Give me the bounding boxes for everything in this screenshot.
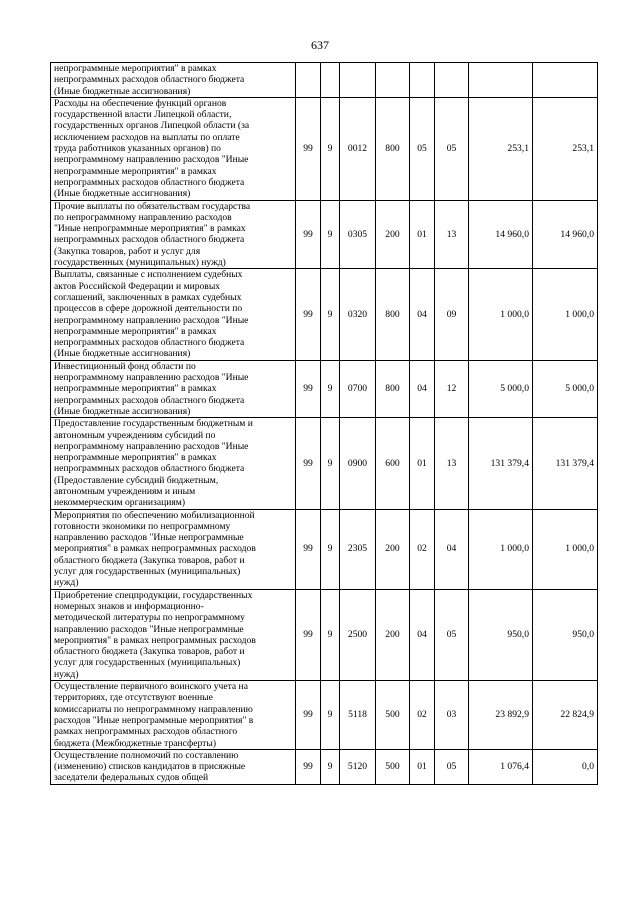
section-cell: 04	[410, 269, 435, 360]
description-line: Прочие выплаты по обязательствам государства	[54, 200, 251, 212]
description-line: государственных органов Липецкой области (за	[54, 120, 250, 132]
description-line: непрограммных расходов областного бюджета	[54, 74, 245, 86]
program-code-cell: 99	[296, 749, 321, 784]
subprogram-code-cell: 9	[321, 509, 340, 589]
description-line: готовности экономики по непрограммному	[54, 520, 231, 532]
direction-code-cell: 0305	[340, 200, 376, 269]
description-line: непрограммному направлению расходов "Иные	[54, 440, 249, 452]
subsection-cell: 05	[435, 97, 469, 200]
description-line: нужд)	[54, 668, 79, 680]
table-row	[51, 589, 598, 680]
description-line: Выплаты, связанные с исполнением судебных	[54, 269, 243, 281]
description-line: автономным учреждениям и иным	[54, 485, 196, 497]
subprogram-code-cell: 9	[321, 418, 340, 509]
amount-approved-cell: 14 960,0	[533, 200, 598, 269]
table-row	[51, 509, 598, 589]
direction-code-cell	[340, 63, 376, 98]
amount-approved-cell: 131 379,4	[533, 418, 598, 509]
description-line: непрограммному направлению расходов "Иные	[54, 372, 249, 384]
description-line: непрограммные мероприятия" в рамках	[54, 383, 217, 395]
program-code-cell: 99	[296, 360, 321, 417]
subsection-cell: 09	[435, 269, 469, 360]
description-line: расходов "Иные непрограммные мероприятия" в	[54, 714, 254, 726]
amount-planned-cell: 253,1	[469, 97, 533, 200]
direction-code-cell: 0900	[340, 418, 376, 509]
subsection-cell: 05	[435, 589, 469, 680]
expense-type-cell: 800	[376, 360, 410, 417]
description-line: Предоставление государственным бюджетным и	[54, 418, 253, 430]
table-row	[51, 681, 598, 750]
description-line: (Закупка товаров, работ и услуг для	[54, 245, 201, 257]
amount-planned-cell: 1 076,4	[469, 749, 533, 784]
description-line: процессов в сфере дорожной деятельности по	[54, 303, 243, 315]
amount-planned-cell: 23 892,9	[469, 681, 533, 750]
amount-approved-cell: 1 000,0	[533, 269, 598, 360]
description-line: непрограммные мероприятия" в рамках	[54, 63, 217, 74]
description-line: (Иные бюджетные ассигнования)	[54, 405, 191, 417]
section-cell: 01	[410, 749, 435, 784]
description-line: комиссариаты по непрограммному направлению	[54, 703, 253, 715]
amount-approved-cell: 950,0	[533, 589, 598, 680]
description-line: непрограммных расходов областного бюджета	[54, 234, 245, 246]
description-line: (Предоставление субсидий бюджетным,	[54, 474, 219, 486]
amount-approved-cell: 5 000,0	[533, 360, 598, 417]
description-line: Мероприятия по обеспечению мобилизационной	[54, 509, 255, 521]
description-line: методической литературы по непрограммному	[54, 612, 245, 624]
expense-description-cell	[51, 589, 296, 680]
description-line: территориях, где отсутствуют военные	[54, 692, 213, 704]
program-code-cell	[296, 63, 321, 98]
expense-type-cell: 500	[376, 681, 410, 750]
subsection-cell	[435, 63, 469, 98]
description-line: областного бюджета (Закупка товаров, работ и	[54, 554, 245, 566]
direction-code-cell: 5118	[340, 681, 376, 750]
description-line: непрограммных расходов областного бюджета	[54, 394, 245, 406]
table-row	[51, 749, 598, 784]
description-line: непрограммному направлению расходов "Иные	[54, 314, 249, 326]
subsection-cell: 12	[435, 360, 469, 417]
expense-type-cell: 800	[376, 97, 410, 200]
expense-type-cell: 800	[376, 269, 410, 360]
description-line: заседатели федеральных судов общей	[54, 772, 209, 784]
description-line: "Иные непрограммные мероприятия" в рамках	[54, 223, 246, 235]
page-number: 637	[311, 38, 329, 52]
description-line: (изменению) списков кандидатов в присяжные	[54, 761, 246, 773]
section-cell: 02	[410, 509, 435, 589]
amount-planned-cell: 14 960,0	[469, 200, 533, 269]
program-code-cell: 99	[296, 418, 321, 509]
expense-description-cell	[51, 269, 296, 360]
description-line: актов Российской Федерации и мировых	[54, 280, 221, 292]
expense-description-cell	[51, 681, 296, 750]
subprogram-code-cell: 9	[321, 360, 340, 417]
amount-planned-cell: 131 379,4	[469, 418, 533, 509]
description-line: Приобретение спецпродукции, государственных	[54, 589, 253, 601]
amount-approved-cell	[533, 63, 598, 98]
description-line: мероприятия" в рамках непрограммных расходов	[54, 543, 256, 555]
section-cell: 05	[410, 97, 435, 200]
subsection-cell: 04	[435, 509, 469, 589]
description-line: непрограммных расходов областного бюджета	[54, 176, 245, 188]
expense-type-cell: 200	[376, 589, 410, 680]
description-line: нужд)	[54, 577, 79, 589]
program-code-cell: 99	[296, 97, 321, 200]
budget-table-body	[51, 63, 598, 785]
subsection-cell: 13	[435, 418, 469, 509]
amount-planned-cell: 950,0	[469, 589, 533, 680]
expense-type-cell: 600	[376, 418, 410, 509]
program-code-cell: 99	[296, 681, 321, 750]
description-line: непрограммных расходов областного бюджета	[54, 337, 245, 349]
program-code-cell: 99	[296, 269, 321, 360]
expense-description-cell	[51, 97, 296, 200]
section-cell: 01	[410, 200, 435, 269]
description-line: соглашений, заключенных в рамках судебных	[54, 291, 242, 303]
subprogram-code-cell: 9	[321, 269, 340, 360]
description-line: направлению расходов "Иные непрограммные	[54, 532, 244, 544]
description-line: направлению расходов "Иные непрограммные	[54, 623, 244, 635]
description-line: (Иные бюджетные ассигнования)	[54, 188, 191, 200]
description-line: услуг для государственных (муниципальных)	[54, 657, 241, 669]
section-cell: 04	[410, 360, 435, 417]
program-code-cell: 99	[296, 589, 321, 680]
amount-planned-cell: 1 000,0	[469, 509, 533, 589]
table-row	[51, 200, 598, 269]
direction-code-cell: 5120	[340, 749, 376, 784]
expense-type-cell: 200	[376, 509, 410, 589]
description-line: Инвестиционный фонд области по	[54, 360, 196, 372]
table-row	[51, 63, 598, 98]
direction-code-cell: 0320	[340, 269, 376, 360]
subsection-cell: 05	[435, 749, 469, 784]
section-cell	[410, 63, 435, 98]
subsection-cell: 03	[435, 681, 469, 750]
description-line: непрограммных расходов областного бюджета	[54, 463, 245, 475]
description-line: некоммерческим организациям)	[54, 497, 186, 509]
amount-approved-cell: 253,1	[533, 97, 598, 200]
table-row	[51, 269, 598, 360]
subprogram-code-cell: 9	[321, 589, 340, 680]
section-cell: 04	[410, 589, 435, 680]
description-line: бюджета (Межбюджетные трансферты)	[54, 737, 217, 749]
description-line: (Иные бюджетные ассигнования)	[54, 348, 191, 360]
description-line: Осуществление первичного воинского учета на	[54, 681, 248, 693]
description-line: Осуществление полномочий по составлению	[54, 749, 239, 761]
amount-approved-cell: 0,0	[533, 749, 598, 784]
table-row	[51, 418, 598, 509]
expense-description-cell	[51, 360, 296, 417]
subprogram-code-cell: 9	[321, 97, 340, 200]
description-line: услуг для государственных (муниципальных)	[54, 566, 241, 578]
amount-approved-cell: 1 000,0	[533, 509, 598, 589]
direction-code-cell: 2305	[340, 509, 376, 589]
budget-table	[50, 62, 598, 785]
description-line: рамках непрограммных расходов областного	[54, 726, 238, 738]
description-line: государственной власти Липецкой области,	[54, 109, 232, 121]
subprogram-code-cell: 9	[321, 200, 340, 269]
description-line: непрограммные мероприятия" в рамках	[54, 325, 217, 337]
table-row	[51, 97, 598, 200]
description-line: Расходы на обеспечение функций органов	[54, 97, 227, 109]
program-code-cell: 99	[296, 509, 321, 589]
subprogram-code-cell: 9	[321, 681, 340, 750]
description-line: непрограммные мероприятия" в рамках	[54, 165, 217, 177]
description-line: (Иные бюджетные ассигнования)	[54, 85, 191, 97]
description-line: непрограммному направлению расходов "Иные	[54, 154, 249, 166]
expense-description-cell	[51, 200, 296, 269]
direction-code-cell: 2500	[340, 589, 376, 680]
expense-description-cell	[51, 749, 296, 784]
description-line: автономным учреждениям субсидий по	[54, 429, 216, 441]
description-line: областного бюджета (Закупка товаров, работ и	[54, 646, 245, 658]
expense-description-cell	[51, 63, 296, 98]
description-line: труда работников указанных органов) по	[54, 143, 221, 155]
description-line: непрограммные мероприятия" в рамках	[54, 452, 217, 464]
direction-code-cell: 0700	[340, 360, 376, 417]
subprogram-code-cell	[321, 63, 340, 98]
amount-approved-cell: 22 824,9	[533, 681, 598, 750]
amount-planned-cell	[469, 63, 533, 98]
table-row	[51, 360, 598, 417]
section-cell: 01	[410, 418, 435, 509]
amount-planned-cell: 1 000,0	[469, 269, 533, 360]
description-line: исключением расходов на выплаты по оплате	[54, 131, 240, 143]
expense-type-cell: 500	[376, 749, 410, 784]
subprogram-code-cell: 9	[321, 749, 340, 784]
section-cell: 02	[410, 681, 435, 750]
description-line: по непрограммному направлению расходов	[54, 211, 232, 223]
description-line: номерных знаков и информационно-	[54, 600, 204, 612]
expense-type-cell: 200	[376, 200, 410, 269]
description-line: мероприятия" в рамках непрограммных расходов	[54, 634, 256, 646]
amount-planned-cell: 5 000,0	[469, 360, 533, 417]
expense-description-cell	[51, 509, 296, 589]
subsection-cell: 13	[435, 200, 469, 269]
expense-description-cell	[51, 418, 296, 509]
direction-code-cell: 0012	[340, 97, 376, 200]
program-code-cell: 99	[296, 200, 321, 269]
description-line: государственных (муниципальных) нужд)	[54, 257, 226, 269]
expense-type-cell	[376, 63, 410, 98]
